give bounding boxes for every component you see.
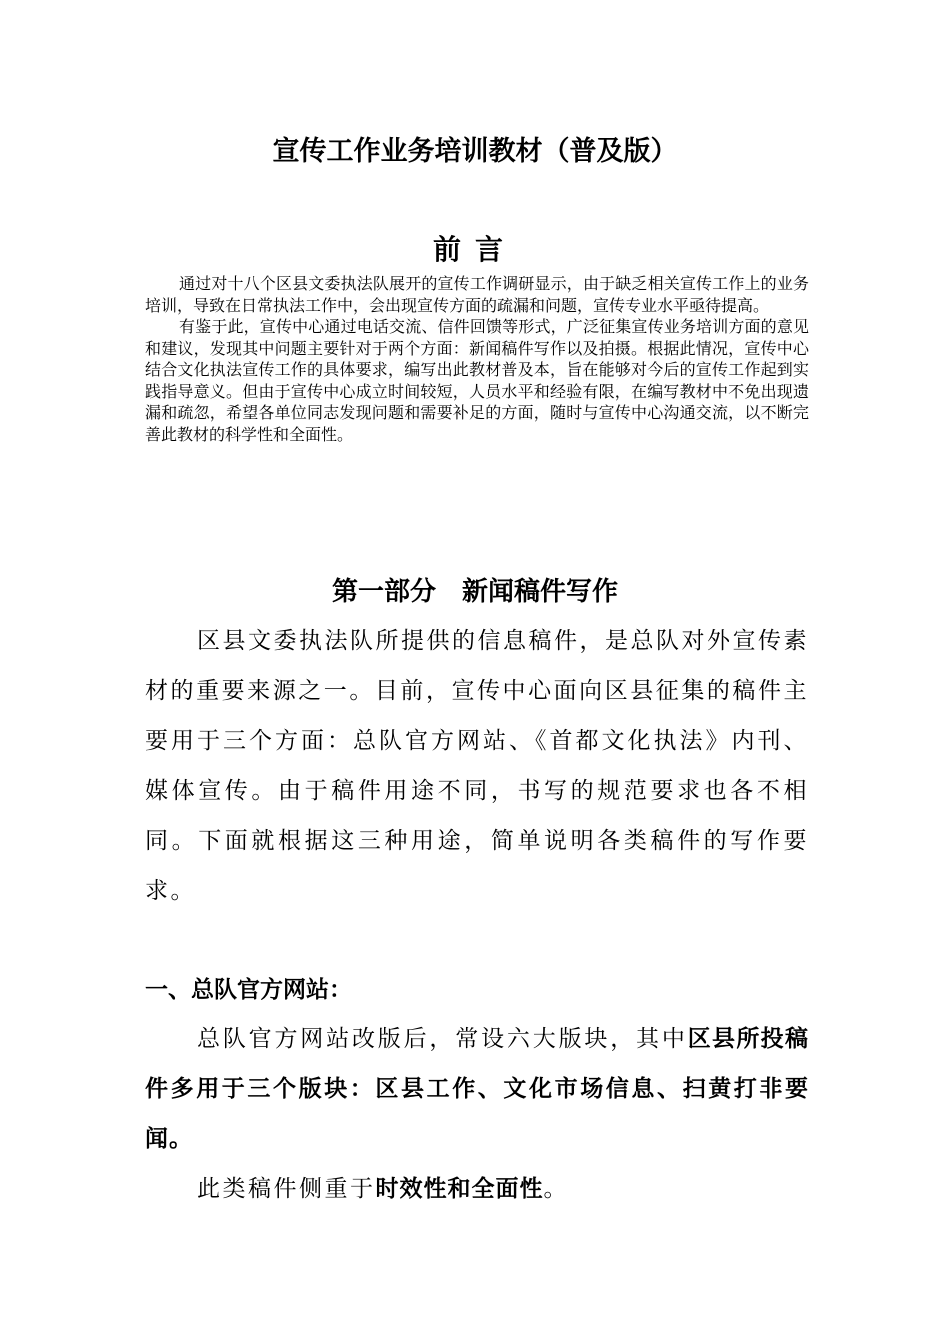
preface-heading: 前言 xyxy=(432,233,517,266)
section-one-paragraph-1 xyxy=(145,1014,809,1164)
section-one-p2-bold: 时效性和全面性 xyxy=(375,1176,544,1202)
preface-body xyxy=(145,273,809,445)
preface-paragraph-2: 有鉴于此，宣传中心通过电话交流、信件回馈等形式，广泛征集宣传业务培训方面的意见和建议，发现其中问题主要针对于两个方面：新闻稿件写作以及拍摄。根据此情况，宣传中心结合文化执法宣传工作的具体要求，编写出此教材普及本，旨在能够对今后的宣传工作起到实践指导意义。但由于宣传中心成立时间较短，人员水平和经验有限，在编写教材中不免出现遗漏和疏忽，希望各单位同志发现问题和需要补足的方面，随时与宣传中心沟通交流，以不断完善此教材的科学性和全面性。 xyxy=(145,317,809,444)
part-one-intro-paragraph: 区县文委执法队所提供的信息稿件，是总队对外宣传素材的重要来源之一。目前，宣传中心面向区县征集的稿件主要用于三个方面：总队官方网站、《首都文化执法》内刊、媒体宣传。由于稿件用途不同，书写的规范要求也各不相同。下面就根据这三种用途，简单说明各类稿件的写作要求。 xyxy=(145,628,809,904)
part-one-heading: 第一部分 新闻稿件写作 xyxy=(331,577,618,607)
section-one-paragraph-2 xyxy=(145,1164,809,1214)
section-one-p2-tail: 。 xyxy=(543,1176,569,1202)
preface-paragraph-1: 通过对十八个区县文委执法队展开的宣传工作调研显示，由于缺乏相关宣传工作上的业务培训，导致在日常执法工作中，会出现宣传方面的疏漏和问题，宣传专业水平亟待提高。 xyxy=(145,274,809,315)
section-one-p2-lead: 此类稿件侧重于 xyxy=(197,1176,376,1202)
document-title: 宣传工作业务培训教材（普及版） xyxy=(272,136,678,167)
section-one-heading: 一、总队官方网站： xyxy=(145,977,352,1003)
section-one-p1-lead: 总队官方网站改版后，常设六大版块，其中 xyxy=(197,1026,688,1052)
section-one-p1-bold: 区县所投稿件多用于三个版块：区县工作、文化市场信息、扫黄打非要闻。 xyxy=(145,1026,810,1152)
